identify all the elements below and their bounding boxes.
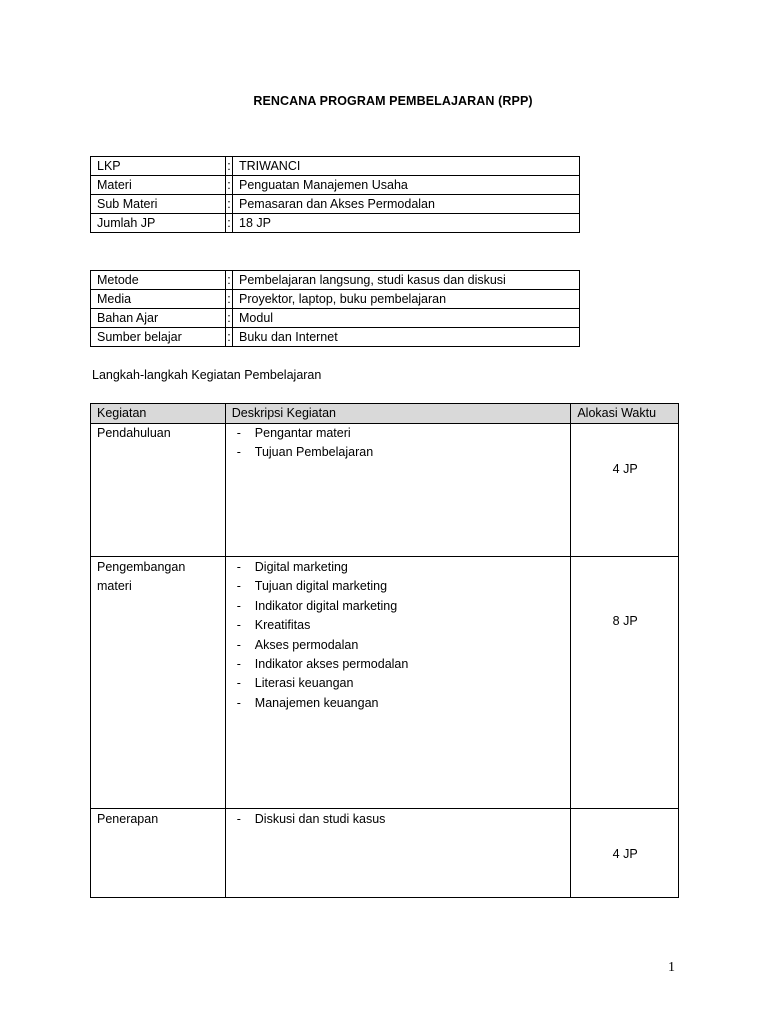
activity-row-pendahuluan <box>91 424 679 557</box>
activity-time-cell <box>571 809 679 898</box>
activity-name: Penerapan <box>91 809 226 898</box>
activity-time-cell <box>571 557 679 809</box>
info-key: Bahan Ajar <box>91 309 226 328</box>
activity-name: Pendahuluan <box>91 424 226 557</box>
info-value: TRIWANCI <box>233 157 580 176</box>
activity-row-pengembangan <box>91 557 679 809</box>
info-key: Jumlah JP <box>91 214 226 233</box>
activity-time: 8 JP <box>612 614 638 628</box>
header-alokasi-waktu: Alokasi Waktu <box>571 404 679 424</box>
info-row-lkp <box>91 157 580 176</box>
info-row-sumber-belajar <box>91 328 580 347</box>
info-row-jumlah-jp <box>91 214 580 233</box>
info-table-identity <box>90 156 580 233</box>
list-item: - Akses permodalan <box>232 636 566 655</box>
activity-item-list <box>232 558 566 713</box>
info-key: LKP <box>91 157 226 176</box>
activity-name: Pengembangan materi <box>91 557 226 809</box>
info-separator: : <box>226 271 233 290</box>
list-item: - Manajemen keuangan <box>232 694 566 713</box>
activity-item-list <box>232 810 566 829</box>
list-item: - Tujuan digital marketing <box>232 577 566 596</box>
info-key: Metode <box>91 271 226 290</box>
activity-time: 4 JP <box>612 847 638 861</box>
info-separator: : <box>226 157 233 176</box>
header-deskripsi: Deskripsi Kegiatan <box>225 404 571 424</box>
page-number: 1 <box>668 960 675 975</box>
activity-header-row <box>91 404 679 424</box>
activity-time: 4 JP <box>612 462 638 476</box>
info-row-sub-materi <box>91 195 580 214</box>
activity-row-penerapan <box>91 809 679 898</box>
list-item: - Tujuan Pembelajaran <box>232 443 566 462</box>
list-item: - Digital marketing <box>232 558 566 577</box>
list-item: - Literasi keuangan <box>232 674 566 693</box>
info-key: Media <box>91 290 226 309</box>
info-separator: : <box>226 195 233 214</box>
info-value: Modul <box>233 309 580 328</box>
info-value: Buku dan Internet <box>233 328 580 347</box>
list-item: - Kreatifitas <box>232 616 566 635</box>
info-table-method <box>90 270 580 347</box>
list-item: - Indikator digital marketing <box>232 597 566 616</box>
info-value: 18 JP <box>233 214 580 233</box>
header-kegiatan: Kegiatan <box>91 404 226 424</box>
activity-table <box>90 403 679 898</box>
info-row-media <box>91 290 580 309</box>
info-key: Materi <box>91 176 226 195</box>
steps-heading: Langkah-langkah Kegiatan Pembelajaran <box>92 368 322 382</box>
info-separator: : <box>226 176 233 195</box>
activity-description <box>225 557 571 809</box>
info-value: Pembelajaran langsung, studi kasus dan diskusi <box>233 271 580 290</box>
info-key: Sumber belajar <box>91 328 226 347</box>
info-value: Pemasaran dan Akses Permodalan <box>233 195 580 214</box>
activity-description <box>225 809 571 898</box>
document-title: RENCANA PROGRAM PEMBELAJARAN (RPP) <box>253 94 533 108</box>
info-row-bahan-ajar <box>91 309 580 328</box>
list-item: - Diskusi dan studi kasus <box>232 810 566 829</box>
info-row-metode <box>91 271 580 290</box>
info-separator: : <box>226 309 233 328</box>
info-row-materi <box>91 176 580 195</box>
info-value: Proyektor, laptop, buku pembelajaran <box>233 290 580 309</box>
activity-item-list <box>232 424 566 463</box>
list-item: - Pengantar materi <box>232 424 566 443</box>
list-item: - Indikator akses permodalan <box>232 655 566 674</box>
info-separator: : <box>226 214 233 233</box>
activity-time-cell <box>571 424 679 557</box>
activity-description <box>225 424 571 557</box>
info-separator: : <box>226 328 233 347</box>
info-key: Sub Materi <box>91 195 226 214</box>
info-separator: : <box>226 290 233 309</box>
info-value: Penguatan Manajemen Usaha <box>233 176 580 195</box>
